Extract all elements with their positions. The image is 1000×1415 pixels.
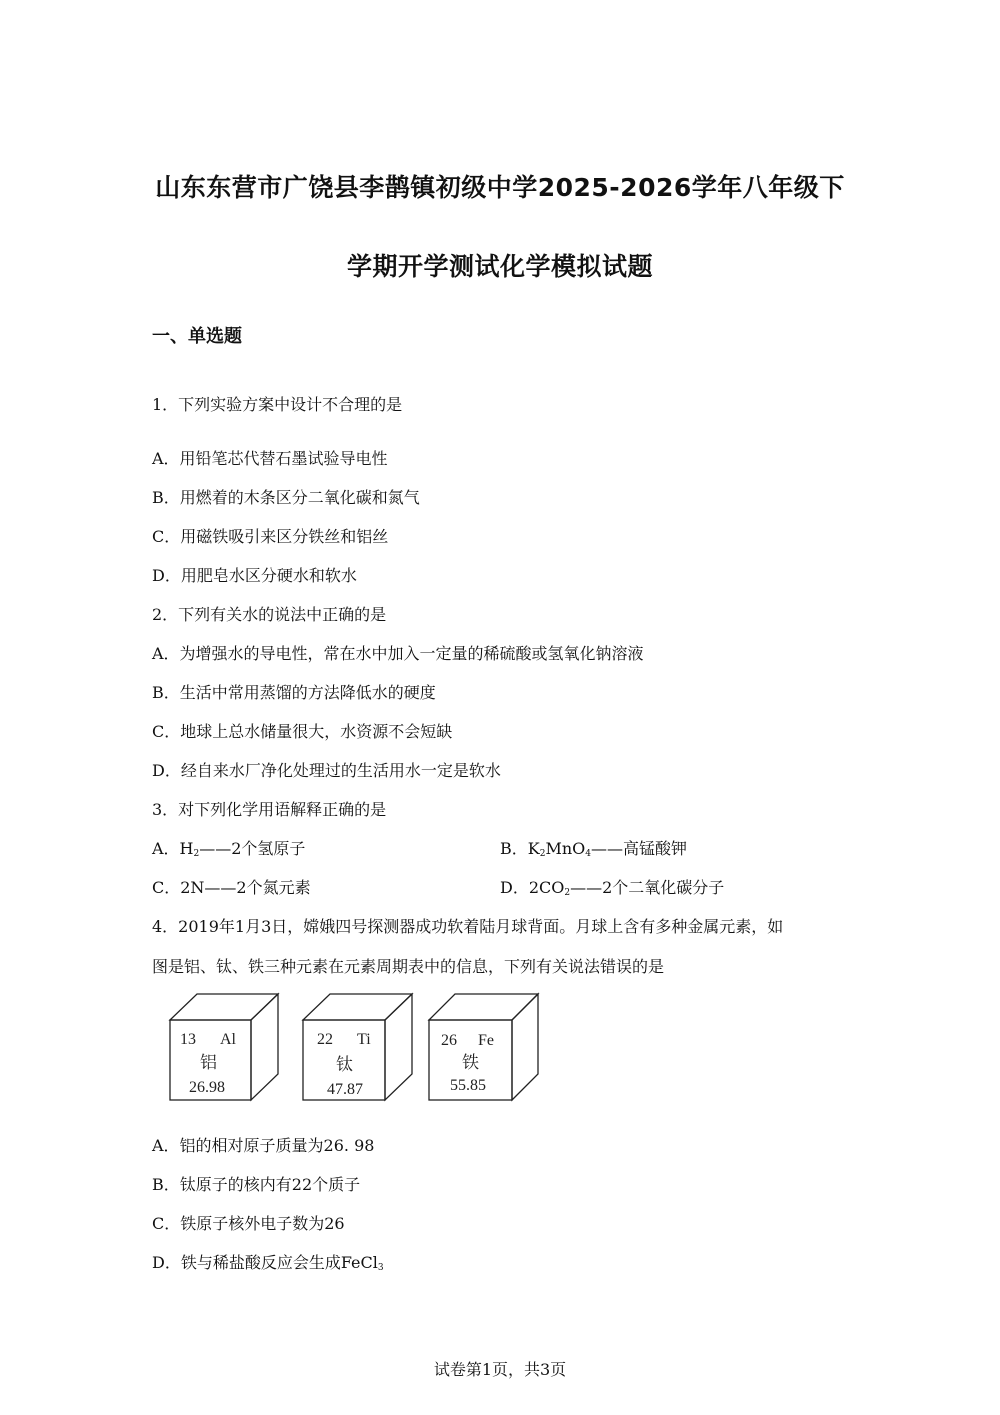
q2-option-a: A．为增强水的导电性，常在水中加入一定量的稀硫酸或氢氧化钠溶液 <box>152 644 644 663</box>
element-mass-fe: 55.85 <box>450 1077 486 1094</box>
q2-option-b: B．生活中常用蒸馏的方法降低水的硬度 <box>152 683 436 702</box>
element-symbol-ti: Ti <box>357 1031 371 1048</box>
element-cube-fe <box>429 994 538 1100</box>
element-mass-ti: 47.87 <box>327 1081 363 1098</box>
q4-option-c: C．铁原子核外电子数为26 <box>152 1214 345 1233</box>
page-title-line-2: 学期开学测试化学模拟试题 <box>346 252 653 281</box>
q1-option-a: A．用铅笔芯代替石墨试验导电性 <box>152 449 388 468</box>
page-title-line-1: 山东东营市广饶县李鹊镇初级中学2025-2026学年八年级下 <box>155 173 845 202</box>
element-number-al: 13 <box>180 1031 196 1048</box>
element-cube-al <box>170 994 278 1100</box>
q3-option-a: A．$H_2——2$个氢原子 <box>152 839 306 859</box>
q4-stem-line-2: 图是铝、钛、铁三种元素在元素周期表中的信息，下列有关说法错误的是 <box>152 957 665 976</box>
q4-option-b: B．钛原子的核内有22个质子 <box>152 1175 361 1194</box>
q4-option-d: D．铁与稀盐酸反应会生成FeCl$_3$ <box>152 1253 384 1273</box>
q1-option-b: B．用燃着的木条区分二氧化碳和氮气 <box>152 488 420 507</box>
q1-stem: 1．下列实验方案中设计不合理的是 <box>152 395 403 414</box>
element-name-al: 铝 <box>200 1053 217 1072</box>
element-name-ti: 钛 <box>336 1055 353 1074</box>
q2-option-d: D．经自来水厂净化处理过的生活用水一定是软水 <box>152 761 501 780</box>
q1-option-c: C．用磁铁吸引来区分铁丝和铝丝 <box>152 527 389 546</box>
element-number-ti: 22 <box>317 1031 333 1048</box>
q4-option-a: A．铝的相对原子质量为26. 98 <box>152 1136 375 1155</box>
element-mass-al: 26.98 <box>189 1079 225 1096</box>
q3-option-b: B．$K_2MnO_4——$高锰酸钾 <box>500 839 688 859</box>
q2-option-c: C．地球上总水储量很大，水资源不会短缺 <box>152 722 453 741</box>
q4-stem-line-1: 4．2019年1月3日，嫦娥四号探测器成功软着陆月球背面。月球上含有多种金属元素，如 <box>152 917 784 936</box>
q2-stem: 2．下列有关水的说法中正确的是 <box>152 605 387 624</box>
element-number-fe: 26 <box>441 1032 457 1049</box>
element-symbol-al: Al <box>220 1031 236 1048</box>
section-heading: 一、单选题 <box>152 326 242 347</box>
element-name-fe: 铁 <box>462 1053 479 1072</box>
page-footer: 试卷第1页，共3页 <box>433 1360 567 1379</box>
q3-stem: 3．对下列化学用语解释正确的是 <box>152 800 387 819</box>
q3-option-d: D．$2CO_2——2$个二氧化碳分子 <box>500 878 725 898</box>
q1-option-d: D．用肥皂水区分硬水和软水 <box>152 566 357 585</box>
element-cube-ti <box>303 994 412 1100</box>
element-symbol-fe: Fe <box>478 1032 494 1049</box>
q3-option-c: C．2N——2个氮元素 <box>152 878 311 897</box>
element-cubes-figure <box>160 992 550 1104</box>
